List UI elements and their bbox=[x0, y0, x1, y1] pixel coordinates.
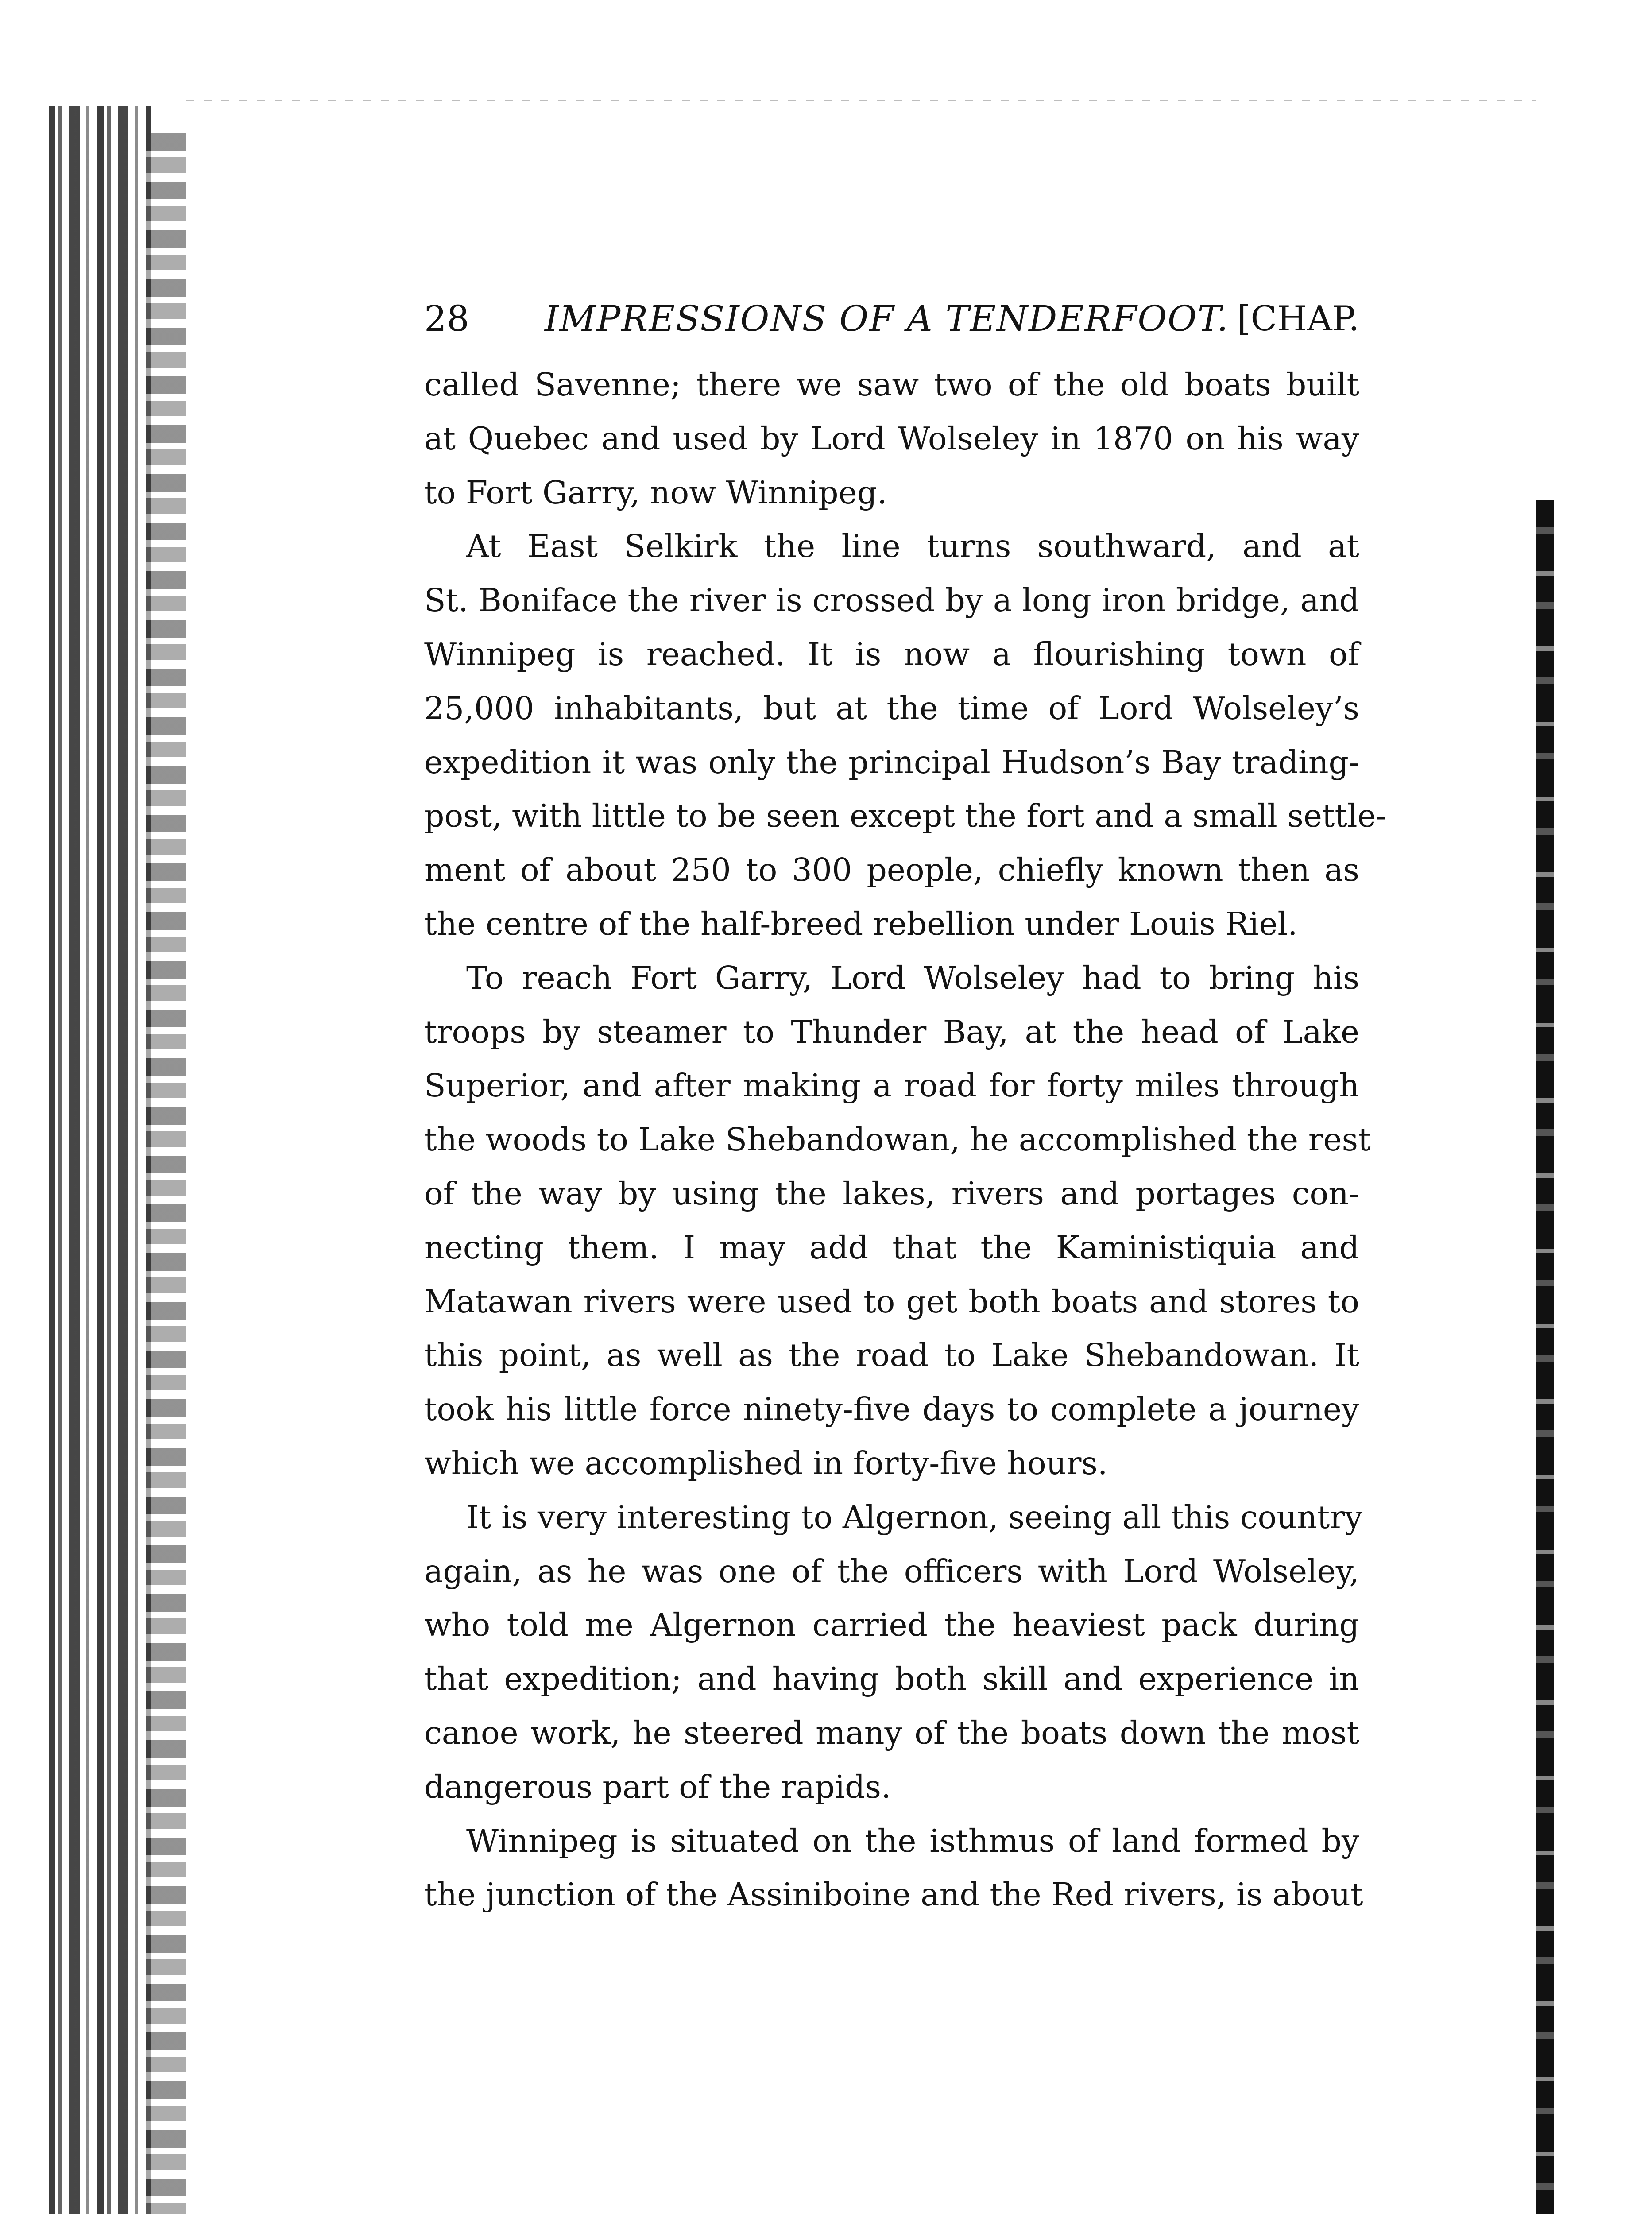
book-page bbox=[424, 292, 1387, 1922]
text-line: took his little force ninety-five days to complete a journey bbox=[424, 1391, 1359, 1428]
text-line: St. Boniface the river is crossed by a long iron bridge, and bbox=[424, 582, 1359, 619]
text-line: dangerous part of the rapids. bbox=[424, 1768, 891, 1805]
text-line: again, as he was one of the officers with Lord Wolseley, bbox=[424, 1552, 1359, 1590]
text-line: at Quebec and used by Lord Wolseley in 1870 on his way bbox=[424, 420, 1359, 457]
scan-binding-shadow bbox=[146, 133, 186, 2214]
text-line: 25,000 inhabitants, but at the time of Lord Wolseley’s bbox=[424, 689, 1359, 727]
paragraph bbox=[424, 951, 1371, 1490]
text-line: the woods to Lake Shebandowan, he accomplished the rest bbox=[424, 1121, 1371, 1158]
text-line: necting them. I may add that the Kaministiquia and bbox=[424, 1229, 1359, 1266]
text-line: Matawan rivers were used to get both boats and stores to bbox=[424, 1283, 1359, 1320]
text-line: canoe work, he steered many of the boats down the most bbox=[424, 1714, 1359, 1751]
text-line: that expedition; and having both skill and experience in bbox=[424, 1660, 1359, 1698]
text-line: troops by steamer to Thunder Bay, at the head of Lake bbox=[424, 1013, 1359, 1050]
chapter-mark: [CHAP. bbox=[1237, 299, 1359, 339]
text-line: of the way by using the lakes, rivers and portages con- bbox=[424, 1175, 1359, 1212]
text-line: Superior, and after making a road for forty miles through bbox=[424, 1067, 1359, 1104]
text-line: At East Selkirk the line turns southward, and at bbox=[466, 528, 1359, 565]
text-line: Winnipeg is situated on the isthmus of land formed by bbox=[466, 1822, 1359, 1859]
text-line: which we accomplished in forty-five hours. bbox=[424, 1444, 1108, 1482]
text-line: the junction of the Assiniboine and the Red rivers, is about bbox=[424, 1876, 1363, 1913]
running-title: IMPRESSIONS OF A TENDERFOOT. bbox=[545, 298, 1229, 339]
scan-top-edge bbox=[186, 100, 1536, 101]
scan-left-edge bbox=[49, 106, 151, 2214]
text-line: called Savenne; there we saw two of the old boats built bbox=[424, 366, 1359, 403]
running-header bbox=[424, 292, 1359, 345]
paragraph bbox=[424, 1814, 1363, 1922]
text-line: Winnipeg is reached. It is now a flourishing town of bbox=[424, 635, 1359, 673]
text-line: to Fort Garry, now Winnipeg. bbox=[424, 474, 887, 511]
text-line: post, with little to be seen except the fort and a small settle- bbox=[424, 797, 1387, 835]
page-number: 28 bbox=[424, 298, 469, 339]
text-line: the centre of the half-breed rebellion under Louis Riel. bbox=[424, 905, 1298, 942]
body-text bbox=[424, 358, 1387, 1922]
paragraph bbox=[424, 358, 1359, 519]
paragraph bbox=[424, 519, 1387, 951]
text-line: who told me Algernon carried the heaviest pack during bbox=[424, 1606, 1359, 1644]
text-line: expedition it was only the principal Hudson’s Bay trading- bbox=[424, 743, 1359, 781]
text-line: It is very interesting to Algernon, seeing all this country bbox=[466, 1498, 1363, 1536]
text-line: ment of about 250 to 300 people, chiefly known then as bbox=[424, 852, 1359, 889]
text-line: To reach Fort Garry, Lord Wolseley had to bring his bbox=[466, 959, 1359, 996]
scan-right-edge bbox=[1536, 500, 1554, 2214]
text-line: this point, as well as the road to Lake Shebandowan. It bbox=[424, 1337, 1359, 1374]
paragraph bbox=[424, 1490, 1363, 1814]
